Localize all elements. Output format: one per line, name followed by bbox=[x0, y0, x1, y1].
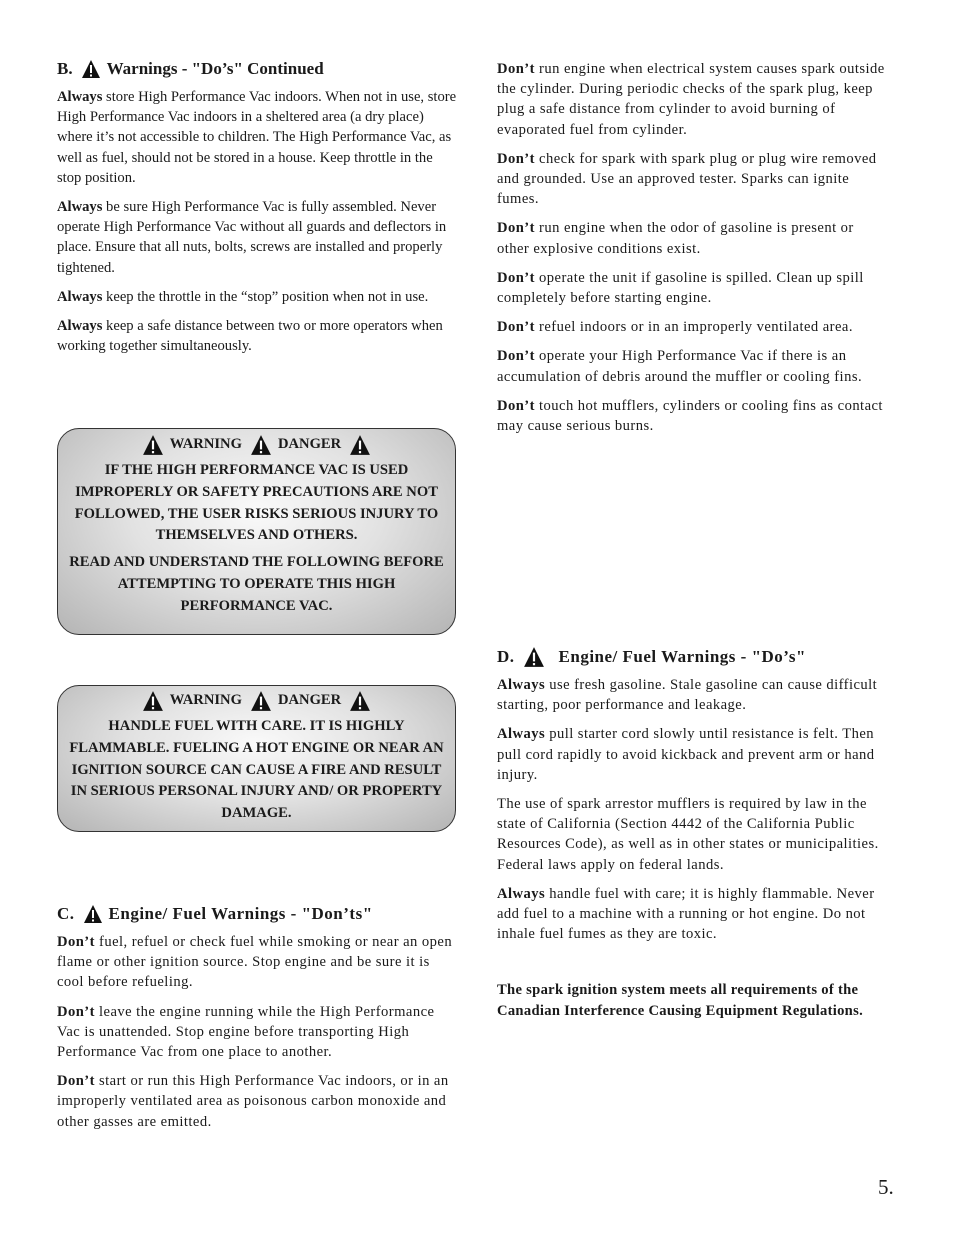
section-b-heading bbox=[57, 58, 457, 80]
warning-box-header bbox=[58, 434, 455, 456]
section-d bbox=[497, 646, 889, 1030]
warning-box-header bbox=[58, 690, 455, 712]
warning-box-operation bbox=[57, 428, 456, 635]
section-d-letter: D. bbox=[497, 647, 515, 666]
section-c-letter: C. bbox=[57, 904, 75, 923]
danger-label: DANGER bbox=[277, 436, 342, 453]
paragraph: Always be sure High Performance Vac is fully assembled. Never operate High Performance Vac without all guards and deflectors in place. Ensure that all nuts, bolts, screws are installed and properly tightened. bbox=[57, 199, 447, 276]
warning-label: WARNING bbox=[169, 692, 242, 709]
warning-triangle-icon bbox=[349, 434, 371, 456]
warning-text: HANDLE FUEL WITH CARE. IT IS HIGHLY FLAMMABLE. FUELING A HOT ENGINE OR NEAR AN IGNITION SOURCE CAN CAUSE A FIRE AND RESULT IN SERIOUS PERSONAL INJURY AND/ OR PROPERTY DAMAGE. bbox=[69, 718, 444, 822]
section-b-title: Warnings - "Do’s" Continued bbox=[106, 59, 324, 78]
warning-triangle-icon bbox=[81, 59, 101, 79]
warning-box-fuel bbox=[57, 685, 456, 832]
paragraph: Don’t run engine when electrical system causes spark outside the cylinder. During periodic checks of the spark plug, keep plug a safe distance from cylinder to avoid burning of evaporated fuel from cylinder. bbox=[497, 61, 885, 138]
warning-triangle-icon bbox=[523, 646, 545, 668]
paragraph: Don’t refuel indoors or in an improperly ventilated area. bbox=[497, 319, 853, 336]
paragraph: Don’t start or run this High Performance Vac indoors, or in an improperly ventilated area as poisonous carbon monoxide and other gasses are emitted. bbox=[57, 1073, 449, 1130]
warning-text: IF THE HIGH PERFORMANCE VAC IS USED IMPROPERLY OR SAFETY PRECAUTIONS ARE NOT FOLLOWED, THE USER RISKS SERIOUS INJURY TO THEMSELVES AND OTHERS. bbox=[74, 462, 439, 544]
paragraph: Always pull starter cord slowly until resistance is felt. Then pull cord rapidly to avoid kickback and prevent arm or hand injury. bbox=[497, 726, 875, 783]
page-number: 5. bbox=[878, 1175, 894, 1199]
warning-triangle-icon bbox=[142, 434, 164, 456]
danger-label: DANGER bbox=[277, 692, 342, 709]
canadian-regulations-note: The spark ignition system meets all requirements of the Canadian Interference Causing Equipment Regulations. bbox=[497, 982, 864, 1019]
paragraph: Don’t run engine when the odor of gasoline is present or other explosive conditions exist. bbox=[497, 220, 854, 257]
warning-triangle-icon bbox=[349, 690, 371, 712]
paragraph: Always keep a safe distance between two or more operators when working together simultaneously. bbox=[57, 318, 443, 355]
right-donts-list bbox=[497, 59, 889, 445]
warning-text: READ AND UNDERSTAND THE FOLLOWING BEFORE ATTEMPTING TO OPERATE THIS HIGH PERFORMANCE VAC. bbox=[69, 554, 444, 614]
paragraph: Don’t touch hot mufflers, cylinders or cooling fins as contact may cause serious burns. bbox=[497, 397, 883, 435]
section-c bbox=[57, 903, 457, 1141]
paragraph: Always store High Performance Vac indoors. When not in use, store High Performance Vac indoors in a sheltered area (a dry place) where it’s not accessible to children. The High Performance Vac, as well as fuel, should not be stored in a house. Keep throttle in the stop position. bbox=[57, 89, 457, 186]
section-b-letter: B. bbox=[57, 59, 73, 78]
section-d-heading bbox=[497, 646, 889, 668]
paragraph: Always keep the throttle in the “stop” position when not in use. bbox=[57, 288, 429, 305]
warning-triangle-icon bbox=[250, 434, 272, 456]
warning-triangle-icon bbox=[142, 690, 164, 712]
warning-triangle-icon bbox=[250, 690, 272, 712]
paragraph: The use of spark arrestor mufflers is required by law in the state of California (Section 4442 of the California Public Resources Code), as well as in other states or municipalities. Federal laws apply on federal lands. bbox=[497, 796, 879, 873]
paragraph: Always use fresh gasoline. Stale gasoline can cause difficult starting, poor performance and leakage. bbox=[497, 677, 878, 714]
paragraph: Don’t leave the engine running while the High Performance Vac is unattended. Stop engine before transporting High Performance Vac from one place to another. bbox=[57, 1003, 435, 1061]
section-c-title: Engine/ Fuel Warnings - "Don’ts" bbox=[108, 904, 373, 923]
paragraph: Don’t check for spark with spark plug or plug wire removed and grounded. Use an approved tester. Sparks can ignite fumes. bbox=[497, 150, 877, 208]
section-c-heading bbox=[57, 903, 457, 925]
warning-triangle-icon bbox=[83, 904, 103, 924]
paragraph: Don’t fuel, refuel or check fuel while smoking or near an open flame or other ignition source. Stop engine and be sure it is cool before refueling. bbox=[57, 934, 453, 991]
section-b bbox=[57, 58, 457, 365]
warning-label: WARNING bbox=[169, 436, 242, 453]
paragraph: Don’t operate your High Performance Vac if there is an accumulation of debris around the muffler or cooling fins. bbox=[497, 348, 863, 385]
paragraph: Always handle fuel with care; it is highly flammable. Never add fuel to a machine with a running or hot engine. Do not inhale fuel fumes as they are toxic. bbox=[497, 885, 875, 943]
paragraph: Don’t operate the unit if gasoline is spilled. Clean up spill completely before starting engine. bbox=[497, 269, 864, 307]
section-d-title: Engine/ Fuel Warnings - "Do’s" bbox=[558, 647, 806, 666]
